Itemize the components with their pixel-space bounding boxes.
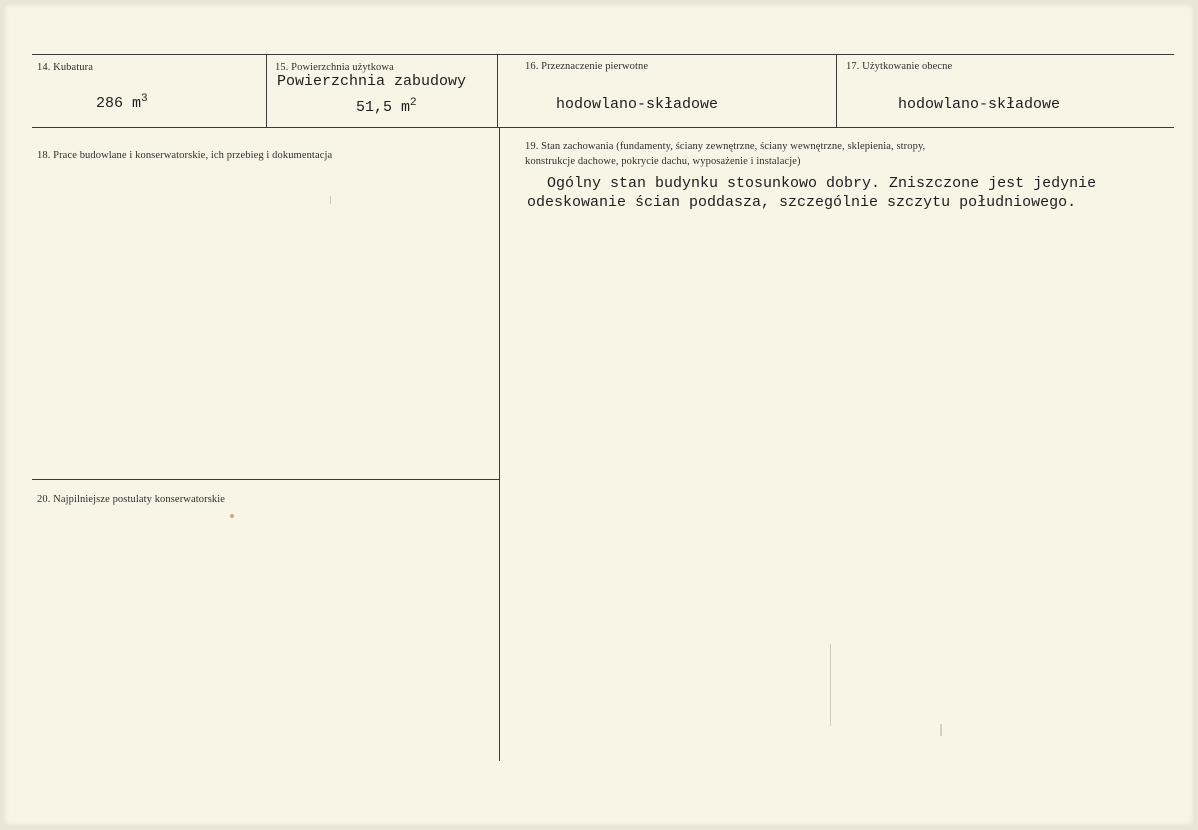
paper-mark (940, 724, 942, 736)
przeznaczenie-label: 16. Przeznaczenie pierwotne (525, 61, 649, 72)
powierzchnia-typed-label: Powierzchnia zabudowy (277, 73, 467, 90)
left-section-divider (32, 479, 499, 480)
uzytkowanie-label: 17. Użytkowanie obecne (846, 61, 953, 72)
main-vertical-divider (499, 127, 500, 761)
przeznaczenie-value: hodowlano-składowe (556, 96, 719, 113)
prace-budowlane-label: 18. Prace budowlane i konserwatorskie, ich przebieg i dokumentacja (37, 150, 333, 161)
stan-zachowania-text (527, 174, 1096, 212)
powierzchnia-label: 15. Powierzchnia użytkowa (275, 62, 394, 73)
kubatura-label: 14. Kubatura (37, 62, 94, 73)
paper-mark (330, 196, 331, 204)
col-divider-15-16 (497, 54, 498, 127)
record-card (4, 4, 1194, 826)
paper-mark (830, 644, 831, 726)
row-divider (32, 127, 1174, 128)
stan-zachowania-label-line1: 19. Stan zachowania (fundamenty, ściany zewnętrzne, ściany wewnętrzne, sklepienia, stropy, (525, 141, 926, 152)
col-divider-16-17 (836, 54, 837, 127)
paper-speck (230, 514, 234, 518)
kubatura-value-text: 286 m (96, 95, 142, 112)
postulaty-label: 20. Najpilniejsze postulaty konserwatorskie (37, 494, 226, 505)
powierzchnia-exponent: 2 (410, 97, 417, 109)
col-divider-14-15 (266, 54, 267, 127)
powierzchnia-value-text: 51,5 m (356, 99, 411, 116)
powierzchnia-value (356, 99, 417, 116)
stan-zachowania-text-line2: odeskowanie ścian poddasza, szczególnie szczytu południowego. (527, 194, 1077, 211)
kubatura-value (96, 95, 148, 112)
uzytkowanie-value: hodowlano-składowe (898, 96, 1061, 113)
kubatura-exponent: 3 (141, 93, 148, 105)
stan-zachowania-text-line1: Ogólny stan budynku stosunkowo dobry. Zniszczone jest jedynie (547, 175, 1097, 192)
stan-zachowania-label-line2: konstrukcje dachowe, pokrycie dachu, wyposażenie i instalacje) (525, 156, 801, 167)
top-rule (32, 54, 1174, 55)
